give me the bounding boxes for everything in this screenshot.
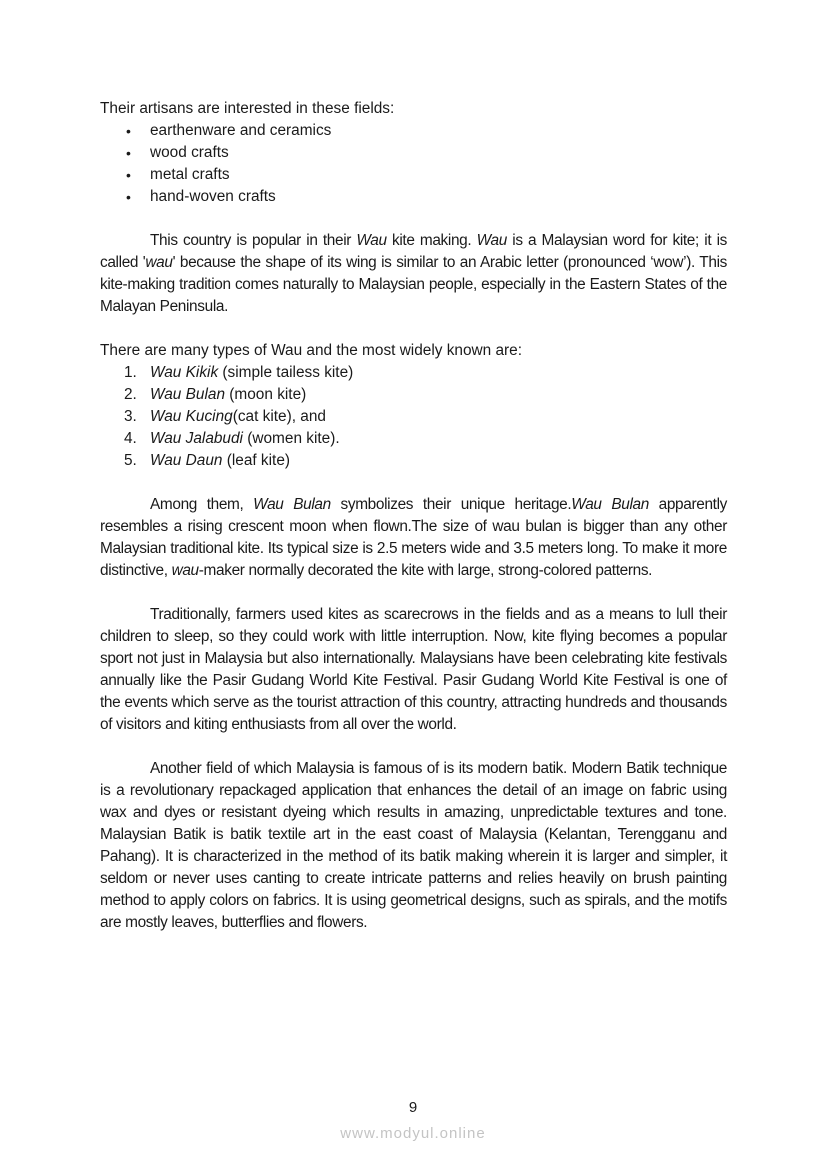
batik-paragraph: Another field of which Malaysia is famous of is its modern batik. Modern Batik technique is a revolutionary repackaged application that enhances the detail of an image on fabric using wax and dyes or resistant dyeing which results in amazing, unpredictable textures and tone. Malaysian Batik is batik textile art in the east coast of Malaysia (Kelantan, Terengganu and Pahang). It is characterized in the method of its batik making wherein it is larger and simpler, it seldom or never uses canting to create intricate patterns and relies heavily on brush painting method to apply colors on fabrics. It is using geometrical designs, such as spirals, and the motifs are mostly leaves, butterflies and flowers. bbox=[100, 760, 727, 931]
spacer bbox=[100, 318, 727, 340]
bullet-icon: • bbox=[126, 123, 131, 139]
list-item: 5. Wau Daun (leaf kite) bbox=[124, 452, 291, 469]
wau-paragraph: This country is popular in their Wau kite making. Wau is a Malaysian word for kite; it is called 'wau' because the shape of its wing is similar to an Arabic letter (pronounced ‘wow’). This kite-making tradition comes naturally to Malaysian people, especially in the Eastern States of the Malayan Peninsula. bbox=[100, 232, 727, 315]
list-item: • hand-woven crafts bbox=[100, 186, 727, 208]
bullet-icon: • bbox=[126, 189, 131, 205]
fields-heading: Their artisans are interested in these fields: bbox=[100, 100, 395, 117]
wau-types-heading: There are many types of Wau and the most widely known are: bbox=[100, 342, 523, 359]
list-item: • earthenware and ceramics bbox=[100, 120, 727, 142]
list-item: 3. Wau Kucing(cat kite), and bbox=[124, 408, 326, 425]
document-page bbox=[100, 98, 727, 934]
wau-bulan-paragraph: Among them, Wau Bulan symbolizes their unique heritage.Wau Bulan apparently resembles a rising crescent moon when flown.The size of wau bulan is bigger than any other Malaysian traditional kite. Its typical size is 2.5 meters wide and 3.5 meters long. To make it more distinctive, wau-maker normally decorated the kite with large, strong-colored patterns. bbox=[100, 496, 728, 579]
spacer bbox=[100, 208, 727, 230]
wau-types-list bbox=[100, 362, 727, 472]
bullet-icon: • bbox=[126, 167, 131, 183]
spacer bbox=[100, 582, 727, 604]
spacer bbox=[100, 736, 727, 758]
kite-tradition-paragraph: Traditionally, farmers used kites as scarecrows in the fields and as a means to lull their children to sleep, so they could work with little interruption. Now, kite flying becomes a popular sport not just in Malaysia but also internationally. Malaysians have been celebrating kite festivals annually like the Pasir Gudang World Kite Festival. Pasir Gudang World Kite Festival is one of the events which serve as the tourist attraction of this country, attracting hundreds and thousands of visitors and kiting enthusiasts from all over the world. bbox=[100, 606, 727, 733]
list-item: 1. Wau Kikik (simple tailess kite) bbox=[124, 364, 354, 381]
watermark: www.modyul.online bbox=[340, 1125, 486, 1142]
list-item: 2. Wau Bulan (moon kite) bbox=[124, 386, 307, 403]
spacer bbox=[100, 472, 727, 494]
page-number: 9 bbox=[408, 1099, 418, 1116]
list-item: • wood crafts bbox=[100, 142, 727, 164]
fields-list bbox=[100, 120, 727, 208]
list-item: 4. Wau Jalabudi (women kite). bbox=[124, 430, 340, 447]
list-item: • metal crafts bbox=[100, 164, 727, 186]
bullet-icon: • bbox=[126, 145, 131, 161]
